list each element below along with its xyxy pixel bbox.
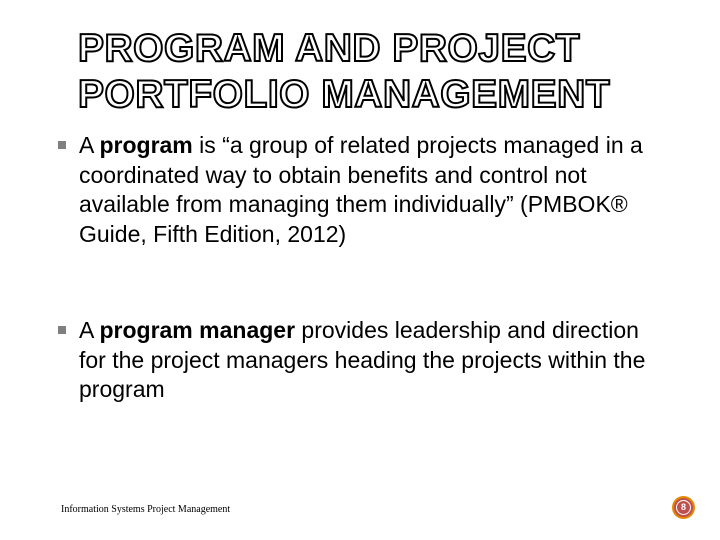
slide-title-line-2: PORTFOLIO MANAGEMENT	[78, 73, 611, 116]
page-number: 8	[680, 502, 686, 512]
page-number-badge	[672, 496, 695, 519]
footer-course-title: Information Systems Project Management	[61, 504, 231, 515]
square-bullet-icon	[58, 326, 66, 334]
slide-title	[78, 26, 678, 118]
bullet-rest: provides leadership and direction for the project managers heading the projects within the program	[79, 317, 646, 402]
square-bullet-icon	[58, 141, 66, 149]
bullet-term-bold: program	[99, 132, 193, 158]
bullet-rest: is “a group of related projects managed in a coordinated way to obtain benefits and control not available from managing them individually” (PMBOK® Guide, Fifth Edition, 2012)	[79, 132, 643, 247]
bullet-lead: A	[79, 317, 100, 343]
bullet-text	[79, 316, 664, 405]
bullet-lead: A	[79, 132, 100, 158]
bullet-term-bold: program manager	[99, 317, 296, 343]
bullet-text	[79, 131, 664, 249]
slide-title-line-1: PROGRAM AND PROJECT	[78, 27, 581, 70]
